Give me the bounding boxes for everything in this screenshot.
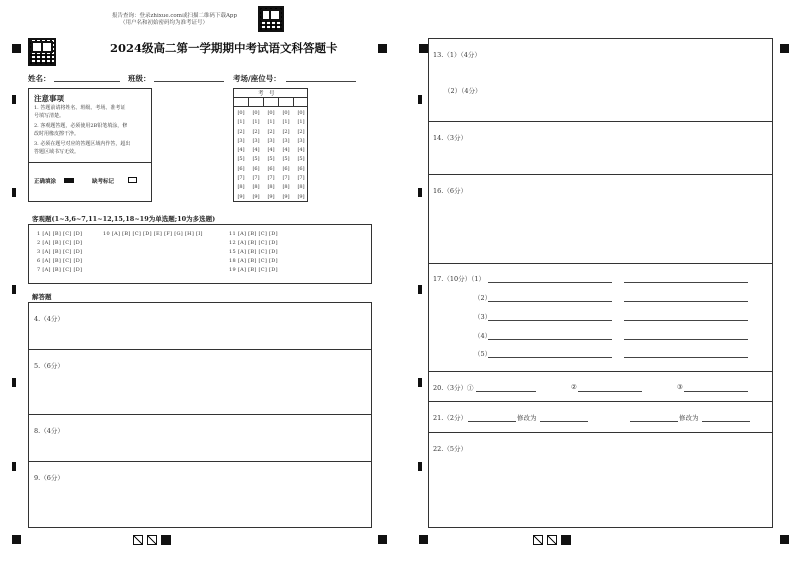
timing-mark — [12, 378, 16, 387]
exam-digit-bubble[interactable]: [4] — [237, 147, 245, 154]
answer-divider — [28, 349, 372, 350]
q17-sub-label: （5） — [474, 350, 492, 358]
q17-answer-line[interactable] — [488, 301, 612, 302]
seat-label: 考场/座位号： — [233, 74, 281, 83]
exam-digit-bubble[interactable]: [2] — [297, 128, 305, 135]
objective-question-row[interactable]: 19 [A] [B] [C] [D] — [229, 267, 278, 273]
exam-number-column — [294, 109, 308, 202]
class-field[interactable] — [154, 81, 224, 82]
hatch-mark — [133, 535, 143, 545]
timing-mark — [418, 462, 422, 471]
question-14-label: 14.（3分） — [433, 134, 467, 142]
notice-divider — [28, 162, 152, 163]
q21-change-label-1: 修改为 — [517, 414, 537, 422]
exam-digit-bubble[interactable]: [8] — [282, 184, 290, 191]
exam-digit-bubble[interactable]: [8] — [252, 184, 260, 191]
objective-question-row[interactable]: 3 [A] [B] [C] [D] — [37, 249, 83, 255]
exam-digit-bubble[interactable]: [5] — [237, 156, 245, 163]
q17-answer-line[interactable] — [488, 339, 612, 340]
exam-digit-bubble[interactable]: [3] — [297, 137, 305, 144]
exam-number-column — [249, 109, 263, 202]
exam-digit-bubble[interactable]: [9] — [282, 193, 290, 200]
answer-divider — [428, 174, 773, 175]
exam-digit-bubble[interactable]: [5] — [252, 156, 260, 163]
question-4-label: 4.（4分） — [34, 315, 64, 323]
exam-digit-bubble[interactable]: [4] — [297, 147, 305, 154]
question-21-label: 21.（2分） — [433, 414, 467, 422]
exam-digit-bubble[interactable]: [5] — [267, 156, 275, 163]
q17-answer-line[interactable] — [624, 282, 748, 283]
exam-digit-bubble[interactable]: [8] — [297, 184, 305, 191]
download-qr-code — [258, 6, 284, 32]
report-notice-line1: 报告查询：登录zhixue.com或扫描二维码下载App — [112, 13, 237, 19]
exam-digit-bubble[interactable]: [4] — [252, 147, 260, 154]
answer-divider — [28, 461, 372, 462]
objective-title: 客观题(1~3,6~7,11~12,15,18~19为单选题;10为多选题) — [32, 215, 216, 223]
name-label: 姓名： — [28, 74, 51, 83]
question-13-2-label: （2）（4分） — [444, 87, 482, 95]
exam-digit-bubble[interactable]: [6] — [282, 165, 290, 172]
objective-question-row[interactable]: 7 [A] [B] [C] [D] — [37, 267, 83, 273]
exam-digit-bubble[interactable]: [7] — [252, 175, 260, 182]
question-16-label: 16.（6分） — [433, 187, 467, 195]
exam-digit-bubble[interactable]: [8] — [267, 184, 275, 191]
name-field[interactable] — [54, 81, 120, 82]
exam-digit-bubble[interactable]: [0] — [252, 110, 260, 116]
grid-divider — [233, 97, 308, 98]
answer-divider — [428, 432, 773, 433]
hatch-mark — [147, 535, 157, 545]
answer-divider — [428, 401, 773, 402]
subjective-title: 解答题 — [32, 293, 52, 301]
class-label: 班级： — [128, 74, 151, 83]
q21-answer-line-1[interactable] — [468, 421, 516, 422]
exam-digit-bubble[interactable]: [1] — [297, 119, 305, 126]
objective-question-row[interactable]: 10 [A] [B] [C] [D] [E] [F] [G] [H] [I] — [103, 231, 203, 237]
exam-digit-bubble[interactable]: [0] — [282, 110, 290, 116]
timing-mark — [12, 188, 16, 197]
timing-mark — [12, 285, 16, 294]
exam-digit-bubble[interactable]: [0] — [237, 110, 245, 116]
objective-question-row[interactable]: 6 [A] [B] [C] [D] — [37, 258, 83, 264]
objective-question-row[interactable]: 12 [A] [B] [C] [D] — [229, 240, 278, 246]
hatch-mark — [547, 535, 557, 545]
student-qr-code — [28, 38, 56, 66]
exam-digit-bubble[interactable]: [9] — [297, 193, 305, 200]
q17-answer-line[interactable] — [488, 320, 612, 321]
objective-question-row[interactable]: 15 [A] [B] [C] [D] — [229, 249, 278, 255]
q17-answer-line[interactable] — [624, 301, 748, 302]
q21-change-label-2: 修改为 — [679, 414, 699, 422]
q20-answer-line-3[interactable] — [684, 391, 748, 392]
exam-digit-bubble[interactable]: [4] — [282, 147, 290, 154]
q21-answer-line-4[interactable] — [702, 421, 750, 422]
exam-digit-bubble[interactable]: [7] — [267, 175, 275, 182]
hatch-mark — [533, 535, 543, 545]
answer-divider — [28, 414, 372, 415]
exam-number-column — [234, 109, 248, 202]
correct-fill-label: 正确填涂 — [34, 179, 57, 185]
exam-digit-bubble[interactable]: [9] — [267, 193, 275, 200]
subjective-box — [28, 302, 372, 528]
notice-title: 注意事项 — [34, 94, 64, 103]
exam-digit-bubble[interactable]: [1] — [252, 119, 260, 126]
exam-digit-bubble[interactable]: [9] — [252, 193, 260, 200]
solid-mark — [561, 535, 571, 545]
corner-mark-top-center — [378, 44, 387, 53]
exam-digit-bubble[interactable]: [9] — [237, 193, 245, 200]
exam-digit-bubble[interactable]: [5] — [282, 156, 290, 163]
notice-item: 改时用橡皮擦干净。 — [34, 131, 80, 137]
notice-item: 3. 必须在题号对应的答题区域内作答，超出 — [34, 141, 131, 147]
q20-marker-2: ② — [571, 383, 577, 391]
grid-col-line — [263, 97, 264, 106]
exam-digit-bubble[interactable]: [2] — [237, 128, 245, 135]
exam-number-column — [279, 109, 293, 202]
exam-digit-bubble[interactable]: [1] — [282, 119, 290, 126]
timing-mark — [418, 188, 422, 197]
exam-digit-bubble[interactable]: [7] — [237, 175, 245, 182]
question-13-1-label: 13.（1）（4分） — [433, 51, 481, 59]
question-17-label: 17.（10分）（1） — [433, 275, 485, 283]
q17-answer-line[interactable] — [624, 339, 748, 340]
correct-fill-sample — [64, 178, 74, 183]
exam-number-header: 考 号 — [258, 91, 275, 97]
exam-digit-bubble[interactable]: [0] — [267, 110, 275, 116]
exam-digit-bubble[interactable]: [4] — [267, 147, 275, 154]
q17-sub-label: （2） — [474, 294, 492, 302]
solid-mark — [161, 535, 171, 545]
exam-digit-bubble[interactable]: [6] — [267, 165, 275, 172]
exam-number-column — [264, 109, 278, 202]
timing-mark — [418, 378, 422, 387]
question-8-label: 8.（4分） — [34, 427, 64, 435]
corner-mark-top-left — [12, 44, 21, 53]
corner-mark-top-center-right — [419, 44, 428, 53]
notice-item: 1. 答题前请将姓名、班级、考场、准考证 — [34, 105, 126, 111]
objective-question-row[interactable]: 11 [A] [B] [C] [D] — [229, 231, 278, 237]
question-22-label: 22.（5分） — [433, 445, 467, 453]
exam-digit-bubble[interactable]: [1] — [267, 119, 275, 126]
exam-digit-bubble[interactable]: [3] — [237, 137, 245, 144]
exam-digit-bubble[interactable]: [6] — [297, 165, 305, 172]
exam-digit-bubble[interactable]: [6] — [252, 165, 260, 172]
corner-mark-bottom-right — [780, 535, 789, 544]
exam-digit-bubble[interactable]: [5] — [297, 156, 305, 163]
exam-digit-bubble[interactable]: [2] — [267, 128, 275, 135]
notice-item: 号填写清楚。 — [34, 113, 65, 119]
question-20-label: 20.（3分）① — [433, 384, 474, 392]
timing-mark — [12, 95, 16, 104]
absent-mark-box[interactable] — [128, 177, 137, 183]
question-5-label: 5.（6分） — [34, 362, 64, 370]
q20-answer-line-1[interactable] — [476, 391, 536, 392]
exam-digit-bubble[interactable]: [6] — [237, 165, 245, 172]
exam-digit-bubble[interactable]: [2] — [252, 128, 260, 135]
answer-divider — [428, 121, 773, 122]
absent-mark-label: 缺考标记 — [92, 179, 115, 185]
objective-question-row[interactable]: 18 [A] [B] [C] [D] — [229, 258, 278, 264]
grid-col-line — [248, 97, 249, 106]
grid-divider — [233, 106, 308, 107]
q21-answer-line-2[interactable] — [540, 421, 588, 422]
q20-answer-line-2[interactable] — [578, 391, 642, 392]
q21-answer-line-3[interactable] — [630, 421, 678, 422]
notice-item: 答题区域书写无效。 — [34, 149, 80, 155]
q20-marker-3: ③ — [677, 383, 683, 391]
exam-digit-bubble[interactable]: [1] — [237, 119, 245, 126]
corner-mark-bottom-left — [12, 535, 21, 544]
exam-digit-bubble[interactable]: [2] — [282, 128, 290, 135]
report-notice-line2: （用户名和初始密码均为准考证号） — [120, 20, 209, 26]
seat-field[interactable] — [286, 81, 356, 82]
q17-sub-label: （4） — [474, 332, 492, 340]
q17-answer-line[interactable] — [624, 320, 748, 321]
exam-digit-bubble[interactable]: [8] — [237, 184, 245, 191]
q17-answer-line[interactable] — [488, 282, 612, 283]
corner-mark-top-right — [780, 44, 789, 53]
exam-digit-bubble[interactable]: [3] — [252, 137, 260, 144]
page-title: 2024级高二第一学期期中考试语文科答题卡 — [110, 41, 338, 55]
exam-digit-bubble[interactable]: [3] — [267, 137, 275, 144]
notice-item: 2. 客观题答题，必须使用2B铅笔填涂，修 — [34, 123, 128, 129]
right-answer-box — [428, 38, 773, 528]
exam-digit-bubble[interactable]: [7] — [297, 175, 305, 182]
q17-answer-line[interactable] — [624, 357, 748, 358]
exam-digit-bubble[interactable]: [7] — [282, 175, 290, 182]
grid-col-line — [293, 97, 294, 106]
question-9-label: 9.（6分） — [34, 474, 64, 482]
exam-digit-bubble[interactable]: [3] — [282, 137, 290, 144]
timing-mark — [418, 285, 422, 294]
objective-question-row[interactable]: 2 [A] [B] [C] [D] — [37, 240, 83, 246]
objective-question-row[interactable]: 1 [A] [B] [C] [D] — [37, 231, 83, 237]
grid-col-line — [278, 97, 279, 106]
exam-digit-bubble[interactable]: [0] — [297, 110, 305, 116]
answer-divider — [428, 263, 773, 264]
q17-answer-line[interactable] — [488, 357, 612, 358]
answer-divider — [428, 371, 773, 372]
timing-mark — [418, 95, 422, 104]
corner-mark-bottom-center-right — [419, 535, 428, 544]
q17-sub-label: （3） — [474, 313, 492, 321]
corner-mark-bottom-center — [378, 535, 387, 544]
timing-mark — [12, 462, 16, 471]
